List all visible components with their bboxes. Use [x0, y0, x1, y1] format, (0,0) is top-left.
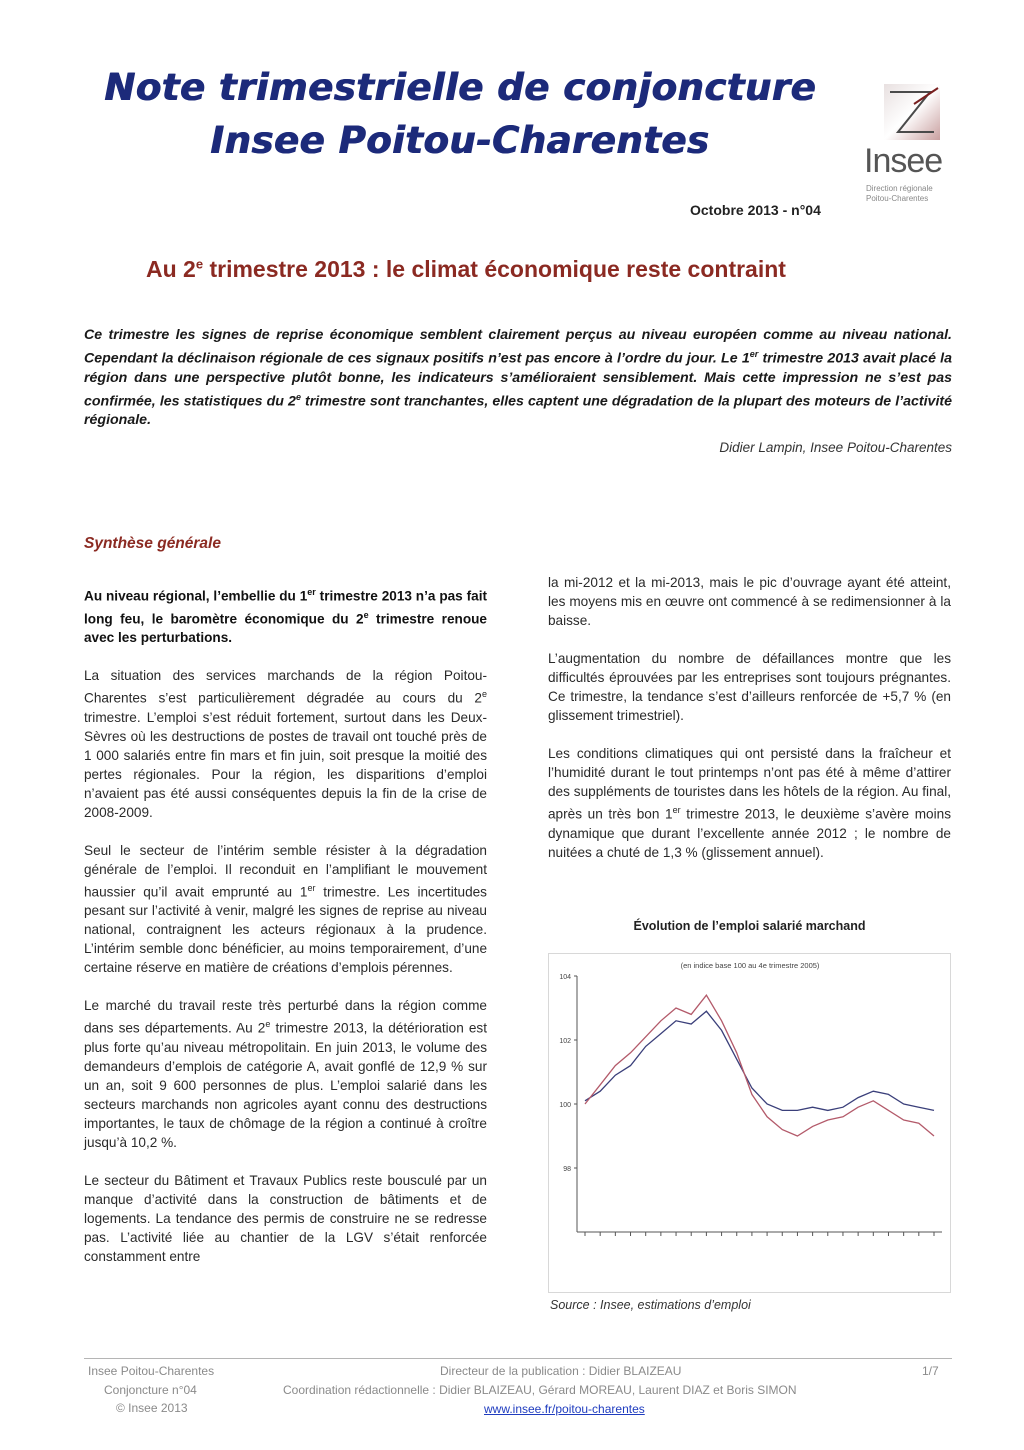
superscript: e — [481, 689, 487, 700]
text: Au niveau régional, l’embellie du 1 — [84, 588, 308, 604]
text: trimestre 2013, le deuxième s’avère moins dynamique que durant l’excellente année 2012 ; le nombre de nuitées a chuté de 1,3 % (glissement annuel). — [548, 806, 951, 860]
headline-part: trimestre 2013 : le climat économique reste contraint — [203, 256, 786, 282]
superscript: er — [307, 882, 316, 893]
footer-divider — [84, 1358, 952, 1359]
headline-superscript: e — [195, 256, 204, 272]
headline — [146, 256, 786, 283]
abstract — [84, 326, 952, 430]
chart-series-line-2 — [585, 995, 934, 1136]
paragraph: L’augmentation du nombre de défaillances montre que les difficultés éprouvées par les entreprises sont toujours prégnantes. Ce trimestre, la tendance s’est d’ailleurs renforcée de +5,7 % (en glissement trimestriel). — [548, 651, 951, 723]
footer-publisher: Directeur de la publication : Didier BLAIZEAU — [440, 1364, 682, 1378]
text: Seul le secteur de l’intérim semble résister à la dégradation générale de l’emploi. Il reconduit en l’amplifiant le mouvement haussier qu’il avait emprunté au 1 — [84, 842, 487, 900]
insee-logo-mark-icon — [884, 84, 940, 140]
logo-subtitle-line2: Poitou-Charentes — [866, 194, 929, 203]
logo-subtitle-line1: Direction régionale — [866, 184, 933, 193]
chart-y-tick-label: 104 — [559, 974, 571, 981]
abstract-text: trimestre 2013 avait placé la région dans une perspective plutôt bonne, les indicateurs s’amélioraient sensiblement. Mais cette impression ne s’est pas confirmée, les statistiques du 2 — [84, 350, 952, 410]
paragraph — [84, 996, 487, 1152]
superscript: er — [307, 587, 316, 597]
footer-copyright: © Insee 2013 — [116, 1401, 188, 1415]
document-subtitle: Insee Poitou-Charentes — [210, 119, 710, 162]
abstract-superscript: er — [749, 349, 759, 359]
chart-subtitle: (en indice base 100 au 4e trimestre 2005) — [680, 961, 820, 970]
page-number: 1/7 — [922, 1364, 939, 1378]
headline-part: Au 2 — [146, 256, 196, 282]
text: Les conditions climatiques qui ont persisté dans la fraîcheur et l’humidité durant le tout printemps n’ont pas été à même d’attirer des suppléments de touristes dans les hôtels de la région. Au final, après un très bon 1 — [548, 746, 951, 822]
logo-wordmark: Insee — [864, 142, 943, 180]
paragraph: la mi-2012 et la mi-2013, mais le pic d’ouvrage ayant été atteint, les moyens mis en œuvre ont commencé à se redimensionner à la baisse. — [548, 575, 951, 628]
text: trimestre. L’emploi s’est réduit fortement, surtout dans les Deux-Sèvres où les destructions de postes de travail ont touché près de 1 000 salariés entre fin mars et fin juin, soit presque la moitié des pertes régionales. Pour la région, les disparitions d’emploi n’avaient pas été aussi conséquentes depuis la fin de la crise de 2008-2009. — [84, 709, 487, 820]
insee-logo — [862, 84, 944, 204]
employment-chart — [548, 953, 951, 1293]
right-column — [548, 573, 951, 881]
chart-y-tick-label: 102 — [559, 1038, 571, 1045]
text: Le marché du travail reste très perturbé dans la région comme dans ses départements. Au 2 — [84, 998, 487, 1036]
superscript: e — [265, 1019, 271, 1030]
chart-source: Source : Insee, estimations d’emploi — [550, 1298, 751, 1312]
issue-date: Octobre 2013 - n°04 — [690, 202, 821, 218]
footer-org: Insee Poitou-Charentes — [88, 1364, 215, 1378]
footer-website-link[interactable]: www.insee.fr/poitou-charentes — [484, 1402, 645, 1416]
text: La situation des services marchands de la région Poitou-Charentes s’est particulièrement dégradée au cours du 2 — [84, 668, 487, 706]
chart-series-line-1 — [585, 1011, 934, 1110]
chart-y-tick-label: 98 — [563, 1166, 571, 1173]
paragraph — [84, 841, 487, 978]
paragraph — [548, 744, 951, 862]
abstract-author: Didier Lampin, Insee Poitou-Charentes — [719, 440, 952, 455]
text: trimestre 2013, la détérioration est plus forte qu’au niveau métropolitain. En juin 2013, le volume des demandeurs d’emplois de catégorie A, avait gonflé de 12,9 % sur un an, soit 9 600 personnes de plus. L’emploi salarié dans les secteurs marchands non agricoles ayant connu des destructions importantes, le taux de chômage de la région a continué à croître jusqu’à 10,2 %. — [84, 1020, 487, 1150]
chart-lines — [585, 995, 934, 1136]
text: trimestre renoue avec les perturbations. — [84, 611, 487, 646]
footer-issue: Conjoncture n°04 — [104, 1383, 197, 1397]
chart-y-tick-label: 100 — [559, 1102, 571, 1109]
abstract-text: trimestre sont tranchantes, elles captent une dégradation de la plupart des moteurs de l’activité régionale. — [84, 393, 952, 429]
chart-axes — [559, 974, 942, 1236]
left-column — [84, 583, 487, 1285]
paragraph: Le secteur du Bâtiment et Travaux Publics reste bousculé par un manque d’activité dans la construction de bâtiments et de logements. La tendance des permis de construire ne se redresse pas. L’activité liée au chantier de la LGV s’était renforcée constamment entre — [84, 1172, 487, 1264]
chart-svg — [549, 954, 952, 1294]
paragraph — [84, 666, 487, 822]
superscript: e — [363, 609, 369, 620]
chart-title: Évolution de l’emploi salarié marchand — [633, 919, 866, 933]
section-title: Synthèse générale — [84, 535, 221, 552]
lead-paragraph — [84, 583, 487, 647]
text: trimestre. Les incertitudes pesant sur l’activité à venir, malgré les signes de reprise au niveau national, contraignent les acteurs régionaux à la prudence. L’intérim semble donc bénéficier, au moins temporairement, d’une certaine réserve en matière de créations d’emplois pérennes. — [84, 884, 487, 976]
footer-editors: Coordination rédactionnelle : Didier BLAIZEAU, Gérard MOREAU, Laurent DIAZ et Boris SIMON — [283, 1383, 797, 1397]
abstract-superscript: e — [295, 391, 301, 402]
superscript: er — [672, 805, 681, 815]
abstract-text: Ce trimestre les signes de reprise économique semblent clairement perçus au niveau européen comme au niveau national. Cependant la déclinaison régionale de ces signaux positifs n’est pas encore à l’ordre du jour. Le 1 — [84, 327, 952, 367]
document-title: Note trimestrielle de conjoncture — [104, 66, 816, 109]
text: trimestre 2013 n’a pas fait long feu, le baromètre économique du 2 — [84, 588, 487, 627]
